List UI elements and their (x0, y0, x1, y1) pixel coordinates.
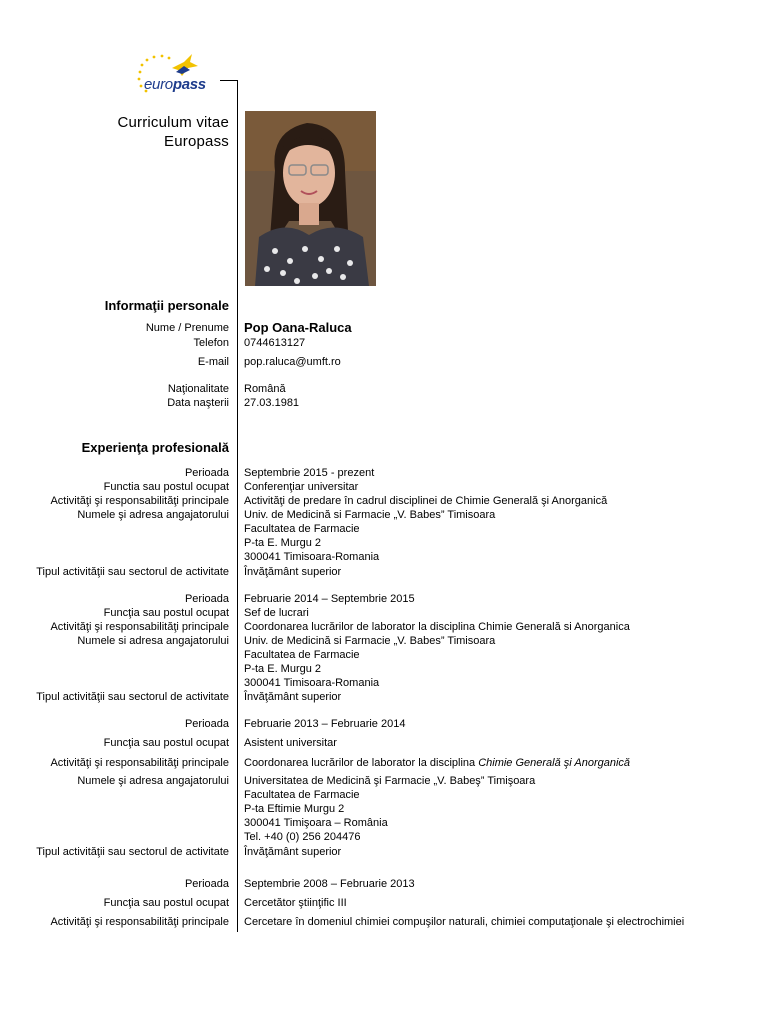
job-1-employer-row (0, 508, 768, 522)
position-value: Conferenţiar universitar (244, 481, 359, 493)
job-2-sector-row (0, 690, 768, 704)
nationality-label: Naţionalitate (167, 383, 229, 395)
job-2-employer-row (0, 648, 768, 662)
job-3-employer-row (0, 788, 768, 802)
cv-title (117, 113, 229, 151)
period-value: Februarie 2014 – Septembrie 2015 (244, 593, 415, 605)
email-value[interactable]: pop.raluca@umft.ro (244, 356, 341, 368)
position-value: Cercetător ştiinţific III (244, 897, 347, 909)
activities-value: Cercetare în domeniul chimiei compuşilor naturali, chimiei computaţionale şi electrochimiei (244, 916, 685, 928)
job-2-activities-row (0, 620, 768, 634)
employer-line: Univ. de Medicină si Farmacie „V. Babes” Timisoara (244, 635, 496, 647)
sector-value: Învăţământ superior (244, 691, 342, 703)
employer-line: 300041 Timişoara – România (244, 817, 388, 829)
phone-row (0, 336, 768, 350)
employer-line: 300041 Timisoara-Romania (244, 551, 380, 563)
position-value: Sef de lucrari (244, 607, 309, 619)
job-1-employer-row (0, 536, 768, 550)
profile-photo (245, 111, 376, 286)
employer-line: P-ta E. Murgu 2 (244, 537, 322, 549)
phone-label: Telefon (193, 337, 229, 349)
period-label: Perioada (184, 467, 229, 479)
name-value: Pop Oana-Raluca (244, 320, 352, 335)
job-4-period-row (0, 877, 768, 891)
employer-line: P-ta Eftimie Murgu 2 (244, 803, 345, 815)
europass-wordmark: europass (144, 76, 206, 93)
name-row (0, 321, 768, 335)
activities-discipline-italic: Chimie Generală şi Anorganică (478, 757, 631, 769)
job-1-period-row (0, 466, 768, 480)
position-label: Funcţia sau postul ocupat (103, 607, 229, 619)
employer-line: Univ. de Medicină si Farmacie „V. Babes” Timisoara (244, 509, 496, 521)
employer-line: Facultatea de Farmacie (244, 523, 360, 535)
period-label: Perioada (184, 878, 229, 890)
period-value: Septembrie 2015 - prezent (244, 467, 375, 479)
job-3-employer-row (0, 774, 768, 788)
birthdate-row (0, 396, 768, 410)
job-2-position-row (0, 606, 768, 620)
header-rule (220, 80, 238, 81)
name-label: Nume / Prenume (145, 322, 229, 334)
nationality-value: Română (244, 383, 286, 395)
position-label: Funcţia sau postul ocupat (103, 737, 229, 749)
job-1-sector-row (0, 565, 768, 579)
activities-label: Activităţi şi responsabilităţi principale (50, 495, 229, 507)
job-4-activities-row (0, 915, 768, 929)
sector-value: Învăţământ superior (244, 566, 342, 578)
email-label: E-mail (197, 356, 229, 368)
job-2-period-row (0, 592, 768, 606)
phone-value: 0744613127 (244, 337, 306, 349)
employer-line: Tel. +40 (0) 256 204476 (244, 831, 361, 843)
sector-label: Tipul activităţii sau sectorul de activitate (36, 566, 229, 578)
sector-label: Tipul activităţii sau sectorul de activitate (36, 846, 229, 858)
employer-label: Numele şi adresa angajatorului (77, 775, 229, 787)
employer-line: 300041 Timisoara-Romania (244, 677, 380, 689)
job-3-employer-row (0, 802, 768, 816)
position-value: Asistent universitar (244, 737, 337, 749)
birthdate-label: Data naşterii (167, 397, 229, 409)
activities-label: Activităţi şi responsabilităţi principale (50, 757, 229, 769)
activities-value: Activităţi de predare în cadrul disciplinei de Chimie Generală şi Anorganică (244, 495, 608, 507)
activities-value: Coordonarea lucrărilor de laborator la disciplina Chimie Generală si Anorganica (244, 621, 630, 633)
job-2-employer-row (0, 634, 768, 648)
employer-line: Facultatea de Farmacie (244, 789, 360, 801)
sector-label: Tipul activităţii sau sectorul de activitate (36, 691, 229, 703)
activities-label: Activităţi şi responsabilităţi principale (50, 621, 229, 633)
employer-line: P-ta E. Murgu 2 (244, 663, 322, 675)
email-row (0, 355, 768, 369)
job-3-period-row (0, 717, 768, 731)
cv-title-line-1: Curriculum vitae (117, 114, 229, 131)
job-3-employer-row (0, 830, 768, 844)
activities-label: Activităţi şi responsabilităţi principale (50, 916, 229, 928)
personal-info-heading: Informaţii personale (104, 298, 229, 313)
job-1-activities-row (0, 494, 768, 508)
job-1-position-row (0, 480, 768, 494)
job-1-employer-row (0, 522, 768, 536)
job-3-position-row (0, 736, 768, 750)
job-3-sector-row (0, 845, 768, 859)
job-4-position-row (0, 896, 768, 910)
activities-value (244, 756, 630, 770)
job-2-employer-row (0, 676, 768, 690)
experience-heading: Experienţa profesională (81, 440, 229, 455)
employer-label: Numele şi adresa angajatorului (77, 509, 229, 521)
period-value: Februarie 2013 – Februarie 2014 (244, 718, 406, 730)
job-3-employer-row (0, 816, 768, 830)
period-label: Perioada (184, 593, 229, 605)
job-3-activities-row (0, 756, 768, 770)
employer-line: Facultatea de Farmacie (244, 649, 360, 661)
position-label: Functia sau postul ocupat (103, 481, 229, 493)
employer-label: Numele si adresa angajatorului (77, 635, 229, 647)
job-2-employer-row (0, 662, 768, 676)
europass-logo (132, 50, 242, 96)
activities-text: Coordonarea lucrărilor de laborator la disciplina (244, 757, 479, 769)
nationality-row (0, 382, 768, 396)
period-label: Perioada (184, 718, 229, 730)
employer-line: Universitatea de Medicină şi Farmacie „V. Babeş” Timişoara (244, 775, 536, 787)
job-1-employer-row (0, 550, 768, 564)
period-value: Septembrie 2008 – Februarie 2013 (244, 878, 415, 890)
cv-title-line-2: Europass (164, 133, 229, 150)
position-label: Funcţia sau postul ocupat (103, 897, 229, 909)
birthdate-value: 27.03.1981 (244, 397, 300, 409)
sector-value: Învăţământ superior (244, 846, 342, 858)
